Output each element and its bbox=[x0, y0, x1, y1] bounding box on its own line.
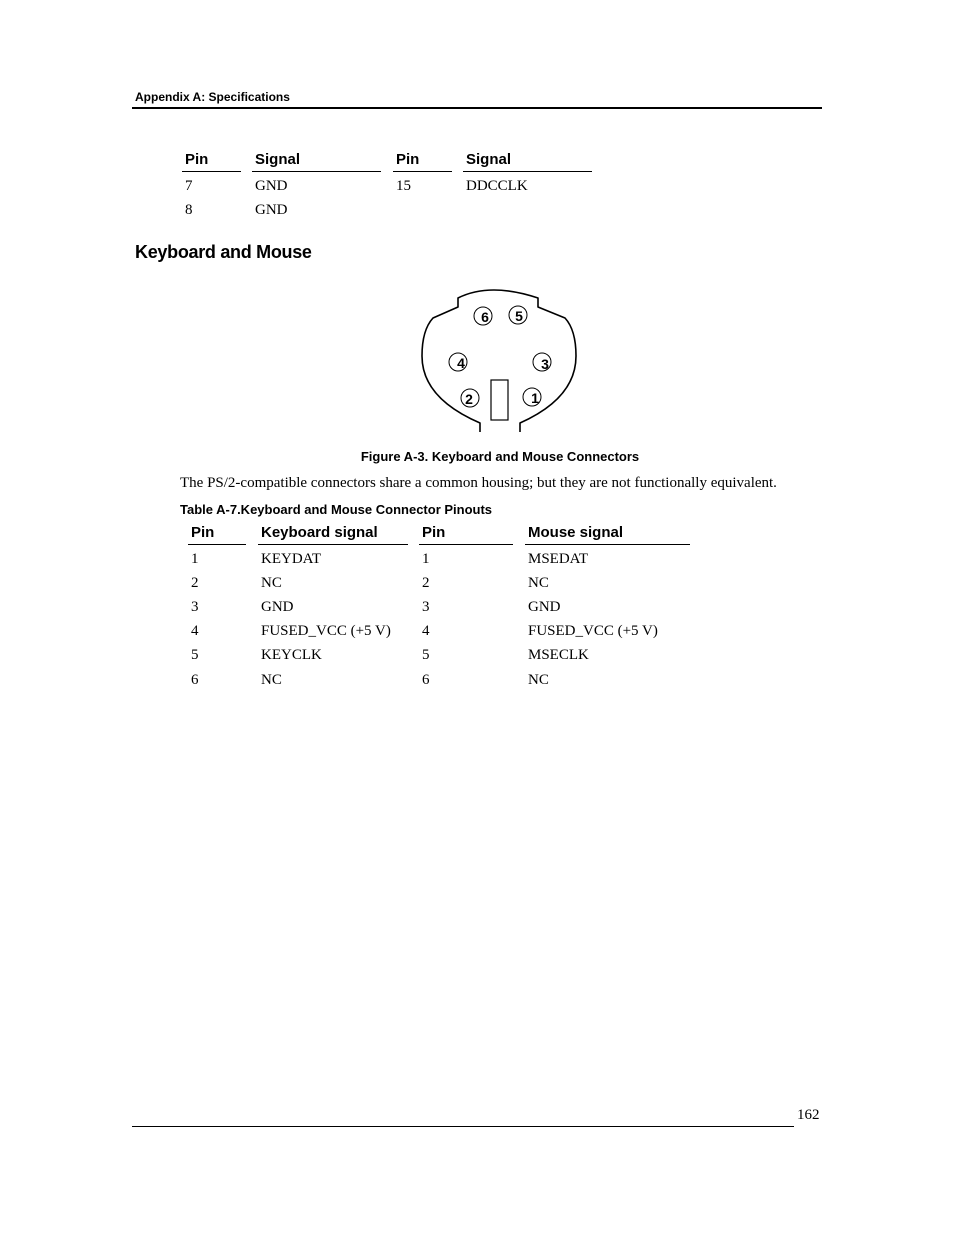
pin-6-label: 6 bbox=[481, 309, 489, 325]
table-header: Signal bbox=[255, 151, 301, 168]
pin-2-label: 2 bbox=[465, 391, 473, 407]
header-underline bbox=[393, 171, 452, 172]
table-cell: 8 bbox=[185, 202, 193, 218]
table-cell: 7 bbox=[185, 178, 193, 194]
table-cell: 4 bbox=[191, 623, 199, 639]
pin-1-label: 1 bbox=[531, 390, 539, 406]
table-cell: FUSED_VCC (+5 V) bbox=[528, 623, 658, 639]
header-underline bbox=[258, 544, 408, 545]
body-paragraph: The PS/2-compatible connectors share a common housing; but they are not functionally equivalent. bbox=[180, 475, 777, 491]
connector-outline bbox=[422, 290, 576, 432]
table-header: Pin bbox=[191, 524, 215, 541]
table-cell: FUSED_VCC (+5 V) bbox=[261, 623, 391, 639]
table-cell: 2 bbox=[422, 575, 430, 591]
pin-3-label: 3 bbox=[541, 356, 549, 372]
pin-5-label: 5 bbox=[515, 308, 523, 324]
table-cell: NC bbox=[261, 575, 282, 591]
pin-4-label: 4 bbox=[457, 355, 465, 371]
connector-key bbox=[491, 380, 508, 420]
figure-caption: Figure A-3. Keyboard and Mouse Connectors bbox=[360, 449, 640, 464]
table-cell: DDCCLK bbox=[466, 178, 528, 194]
table-header: Keyboard signal bbox=[261, 524, 378, 541]
table-cell: NC bbox=[528, 672, 549, 688]
header-underline bbox=[188, 544, 246, 545]
table-cell: 6 bbox=[191, 672, 199, 688]
table-cell: GND bbox=[261, 599, 294, 615]
header-underline bbox=[419, 544, 513, 545]
header-underline bbox=[525, 544, 690, 545]
table-cell: 1 bbox=[191, 551, 199, 567]
table-cell: KEYDAT bbox=[261, 551, 321, 567]
table-header: Pin bbox=[185, 151, 209, 168]
table-cell: KEYCLK bbox=[261, 647, 322, 663]
header-underline bbox=[182, 171, 241, 172]
section-heading: Keyboard and Mouse bbox=[135, 242, 312, 262]
table-cell: GND bbox=[255, 178, 288, 194]
table-cell: 6 bbox=[422, 672, 430, 688]
table-cell: GND bbox=[255, 202, 288, 218]
table-caption: Table A-7.Keyboard and Mouse Connector Pinouts bbox=[180, 502, 493, 517]
table-cell: GND bbox=[528, 599, 561, 615]
table-cell: 3 bbox=[422, 599, 430, 615]
table-cell: 4 bbox=[422, 623, 430, 639]
footer-rule bbox=[132, 1126, 794, 1127]
table-cell: 15 bbox=[396, 178, 411, 194]
header-underline bbox=[252, 171, 381, 172]
table-header: Pin bbox=[422, 524, 446, 541]
table-cell: 1 bbox=[422, 551, 430, 567]
table-cell: NC bbox=[528, 575, 549, 591]
table-cell: 3 bbox=[191, 599, 199, 615]
table-header: Signal bbox=[466, 151, 512, 168]
table-header: Mouse signal bbox=[528, 524, 624, 541]
table-header: Pin bbox=[396, 151, 420, 168]
table-cell: 2 bbox=[191, 575, 199, 591]
header-rule bbox=[132, 107, 822, 109]
table-cell: NC bbox=[261, 672, 282, 688]
running-header: Appendix A: Specifications bbox=[135, 90, 290, 104]
header-underline bbox=[463, 171, 592, 172]
table-cell: MSEDAT bbox=[528, 551, 589, 567]
table-cell: 5 bbox=[191, 647, 199, 663]
page-number: 162 bbox=[797, 1107, 820, 1123]
table-cell: 5 bbox=[422, 647, 430, 663]
ps2-connector-diagram bbox=[410, 280, 590, 445]
table-cell: MSECLK bbox=[528, 647, 589, 663]
